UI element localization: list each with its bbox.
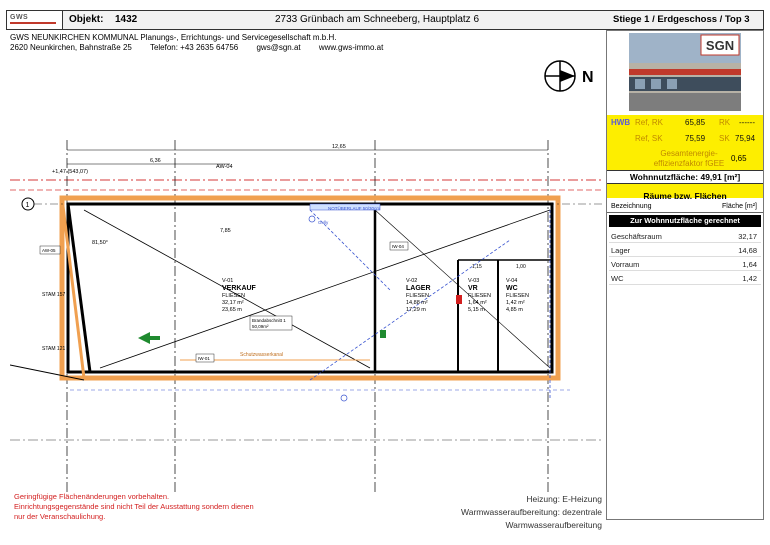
room-id: V-03 (468, 278, 480, 284)
heating-line: Heizung: E-Heizung (526, 494, 602, 504)
gully-icon (309, 216, 315, 222)
section-header: Zur Wohnnutzfläche gerechnet (609, 215, 761, 227)
info-panel (606, 30, 764, 520)
room-area: 14,68 (738, 246, 757, 255)
photo-brand: SGN (705, 38, 735, 53)
company-address: 2620 Neunkirchen, Bahnstraße 25 (10, 43, 132, 52)
ref-rk-label: Ref, RK (635, 118, 664, 127)
stam-label: STAM 157 (42, 292, 66, 298)
room-area: 32,17 (738, 232, 757, 241)
rk-value: ------ (739, 118, 755, 127)
room-perimeter: 23,65 m (222, 307, 242, 313)
wall-tag: IW-01 (198, 356, 210, 361)
channel-label: Schutzwasserkanal (240, 352, 284, 358)
company-name: GWS NEUNKIRCHEN KOMMUNAL Planungs-, Errichtungs- und Servicegesellschaft m.b.H. (10, 33, 337, 42)
room-area: 1,42 m² (506, 300, 525, 306)
col-name-header: Bezeichnung (611, 203, 652, 210)
list-item (609, 229, 761, 243)
void-cross (375, 210, 550, 368)
room-floor: FLIESEN (406, 293, 429, 299)
list-item (609, 257, 761, 271)
company-info (10, 33, 399, 53)
disclaimer-line: Einrichtungsgegenstände sind nicht Teil der Ausstattung sondern dienen nur der Veranschaulichung. (14, 502, 254, 521)
company-contact (10, 43, 399, 53)
dim-label: 12,65 (332, 144, 346, 150)
logo-text: GWS (10, 14, 29, 21)
room-floor: FLIESEN (222, 293, 245, 299)
dim-label: 1,15 (472, 264, 482, 270)
extinguisher-icon (456, 295, 462, 304)
floor-plan (10, 140, 604, 492)
exit-sign-icon (380, 330, 386, 338)
room-perimeter: 17,29 m (406, 307, 426, 313)
angle-label: 81,50° (92, 240, 108, 246)
room-name: LAGER (406, 285, 431, 292)
room-name: Vorraum (611, 260, 640, 269)
compass-label: N (582, 69, 594, 86)
header-bar (6, 10, 764, 30)
list-item (609, 271, 761, 285)
logo-accent (10, 22, 56, 24)
room-floor: FLIESEN (468, 293, 491, 299)
disclaimer-line: Geringfügige Flächenänderungen vorbehalten. (14, 492, 170, 501)
company-email: gws@sgn.at (256, 43, 301, 52)
grid-bubble-label: 1 (25, 202, 30, 209)
gee-value: 0,65 (731, 154, 747, 163)
dim-label: 1,00 (516, 264, 526, 270)
hot-water-line: Warmwasseraufbereitung: dezentrale Warmwasseraufbereitung (461, 507, 602, 530)
room-id: V-02 (406, 278, 418, 284)
wall-tag: AW-04 (216, 164, 233, 170)
hwb-tag: HWB (611, 118, 631, 127)
rk-label: RK (719, 118, 731, 127)
room-name: Geschäftsraum (611, 232, 662, 241)
company-web: www.gws-immo.at (318, 43, 384, 52)
object-number: 1432 (115, 14, 138, 25)
company-phone: Telefon: +43 2635 64756 (149, 43, 239, 52)
room-perimeter: 5,15 m (468, 307, 485, 313)
gully-icon (341, 395, 347, 401)
dim-label: 7,85 (220, 228, 231, 234)
ref-sk-label: Ref, SK (635, 134, 663, 143)
sk-value: 75,94 (735, 134, 756, 143)
company-logo (7, 11, 63, 29)
fire-section-area: 50,09m² (252, 324, 269, 329)
list-item (609, 243, 761, 257)
building-image (629, 33, 741, 111)
outer-wall (62, 198, 558, 378)
ref-sk-value: 75,59 (685, 134, 706, 143)
room-name: Lager (611, 246, 631, 255)
inner-wall (68, 204, 552, 372)
wall-tag: AW-05 (42, 248, 56, 253)
stam-label: STAM 121 (42, 346, 66, 352)
object-address: 2733 Grünbach am Schneeberg, Hauptplatz 6 (275, 14, 480, 25)
overflow-label: NOTÜBERLAUF 50/30cm (328, 206, 381, 211)
room-name: WC (506, 285, 518, 292)
north-arrow-icon (540, 58, 596, 98)
sk-label: SK (719, 134, 730, 143)
divider (607, 212, 763, 213)
room-area: 1,64 (742, 260, 757, 269)
room-floor: FLIESEN (506, 293, 529, 299)
gee-label: Gesamtenergie-effizienzfaktor fGEE (653, 149, 725, 168)
level-label: +1,47 (543,07) (52, 169, 88, 175)
room-id: V-04 (506, 278, 518, 284)
room-name: VERKAUF (222, 285, 256, 292)
heating-info (372, 493, 602, 532)
room-id: V-01 (222, 278, 234, 284)
room-name: WC (611, 274, 624, 283)
room-area: 14,88 m² (406, 300, 428, 306)
room-name: VR (468, 285, 478, 292)
ref-rk-value: 65,85 (685, 118, 706, 127)
wall-tag: IW-04 (392, 244, 404, 249)
void-cross (100, 210, 550, 368)
wohnnutzflaeche: Wohnnutzfläche: 49,91 [m²] (607, 170, 763, 184)
room-area: 32,17 m² (222, 300, 244, 306)
entrance-arrow-icon (138, 332, 160, 344)
gully-label: Gully (318, 220, 329, 225)
fire-section-label: Brandabschnitt 1 (252, 318, 286, 323)
slanted-wall-insulation (62, 198, 84, 378)
room-perimeter: 4,85 m (506, 307, 523, 313)
object-label: Objekt: (69, 14, 104, 25)
stiege-label: Stiege 1 / Erdgeschoss / Top 3 (613, 14, 750, 25)
room-area: 1,64 m² (468, 300, 487, 306)
dim-label: 6,36 (150, 158, 161, 164)
building-photo (629, 33, 741, 111)
col-area-header: Fläche [m²] (721, 203, 757, 210)
rooms-title: Räume bzw. Flächen (643, 191, 727, 201)
energy-box (607, 115, 763, 198)
room-area: 1,42 (742, 274, 757, 283)
disclaimer (14, 492, 264, 522)
